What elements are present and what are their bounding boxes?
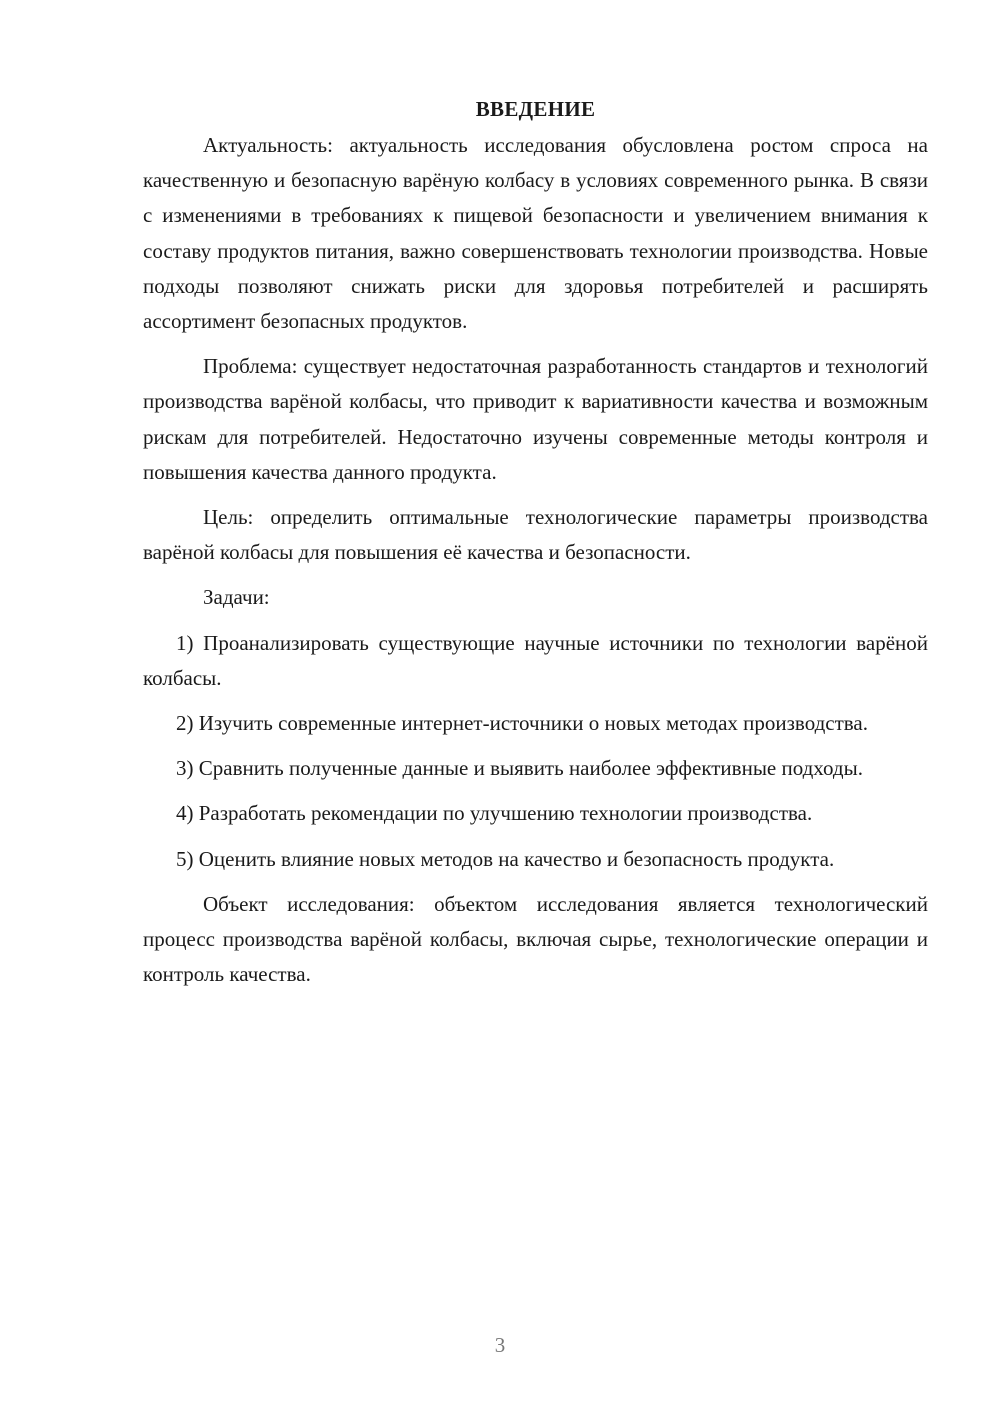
task-item-4: 4) Разработать рекомендации по улучшению технологии производства. (176, 801, 813, 826)
goal-paragraph: Цель: определить оптимальные технологические параметры производства варёной колбасы для повышения её качества и безопасности. (143, 505, 928, 565)
problem-paragraph: Проблема: существует недостаточная разработанность стандартов и технологий производства варёной колбасы, что приводит к вариативности качества и возможным рискам для потребителей. Недостаточно изучены современные методы контроля и повышения качества данного продукта. (143, 354, 928, 484)
object-paragraph: Объект исследования: объектом исследования является технологический процесс производства варёной колбасы, включая сырье, технологические операции и контроль качества. (143, 891, 928, 987)
section-heading: ВВЕДЕНИЕ (475, 97, 596, 121)
task-item-3: 3) Сравнить полученные данные и выявить наиболее эффективные подходы. (176, 756, 863, 781)
relevance-paragraph: Актуальность: актуальность исследования обусловлена ростом спроса на качественную и безопасную варёную колбасу в условиях современного рынка. В связи с изменениями в требованиях к пищевой безопасности и увеличением внимания к составу продуктов питания, важно совершенствовать технологии производства. Новые подходы позволяют снижать риски для здоровья потребителей и расширять ассортимент безопасных продуктов. (143, 133, 928, 334)
task-item-2: 2) Изучить современные интернет-источники о новых методах производства. (176, 711, 868, 736)
document-page (143, 92, 928, 1002)
task-item-1: 1) Проанализировать существующие научные источники по технологии варёной колбасы. (143, 630, 928, 690)
page-number: 3 (494, 1333, 506, 1357)
tasks-label: Задачи: (203, 585, 270, 610)
task-item-5: 5) Оценить влияние новых методов на качество и безопасность продукта. (176, 846, 835, 871)
